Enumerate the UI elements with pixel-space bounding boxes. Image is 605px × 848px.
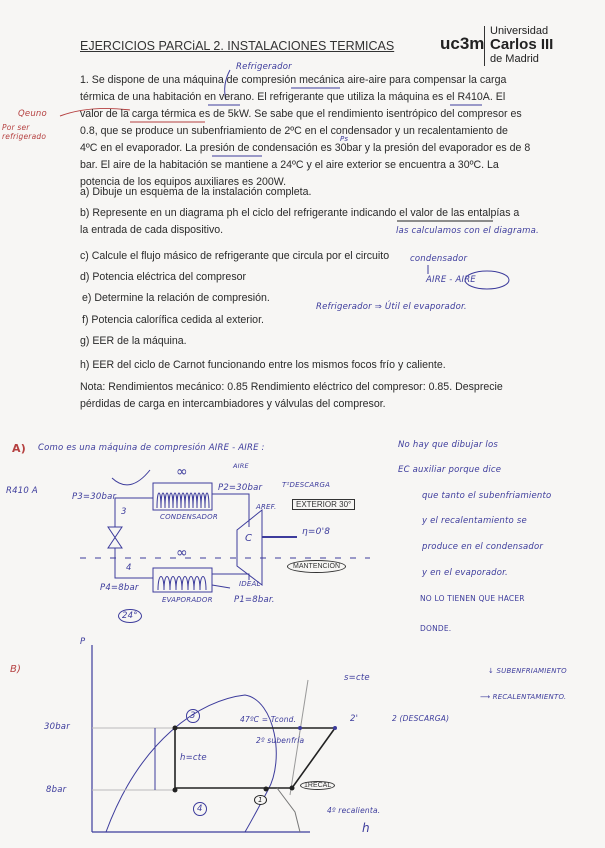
room-temp-circle: 24° xyxy=(118,609,142,623)
p-low-label: 8bar xyxy=(46,785,67,795)
annotation-refrigerador: Refrigerador xyxy=(236,62,292,72)
exterior-box: EXTERIOR 30° xyxy=(292,499,355,510)
section-b-label: B) xyxy=(10,664,22,675)
question-a: a) Dibuje un esquema de la instalación completa. xyxy=(80,186,312,198)
side-note-diagram: las calculamos con el diagrama. xyxy=(396,226,539,236)
axis-h-label: h xyxy=(362,821,370,835)
pipe-right xyxy=(212,494,249,580)
question-d: d) Potencia eléctrica del compresor xyxy=(80,271,247,283)
question-e: e) Determine la relación de compresión. xyxy=(82,292,270,304)
recal-point: 1RECAL xyxy=(300,781,335,790)
section-a-note: DONDE. xyxy=(420,624,452,633)
compressor-label: C xyxy=(245,533,253,544)
legend-subenfriamiento: ↓ SUBENFRIAMIENTO xyxy=(488,667,567,675)
point-3: 3 xyxy=(186,709,200,723)
question-g: g) EER de la máquina. xyxy=(80,335,187,347)
point-1: 1 xyxy=(254,795,267,805)
margin-note-red: Qeuno xyxy=(18,109,47,119)
note-line: pérdidas de carga en intercambiadores y válvulas del compresor. xyxy=(80,398,386,410)
node-4: 4 xyxy=(126,563,132,573)
section-a-note: y en el evaporador. xyxy=(422,568,508,578)
aire-label: AIRE xyxy=(233,462,249,470)
ps-note: Ps xyxy=(340,135,349,143)
infinity-top: ∞ xyxy=(176,464,188,480)
condenser-label: CONDENSADOR xyxy=(160,513,218,521)
problem-line: térmica de una habitación en verano. El refrigerante que utiliza la máquina es el R410A. El xyxy=(80,91,506,103)
problem-line: potencia de los equipos auxiliares es 200W. xyxy=(80,176,287,188)
evap-out-arrow xyxy=(212,585,230,588)
mantenimiento-oval: MANTENCIÓN xyxy=(287,560,346,573)
p3-label: P3=30bar xyxy=(72,492,117,502)
condenser-coil xyxy=(157,493,209,508)
problem-line: 1. Se dispone de una máquina de compresión mecánica aire-aire para compensar la carga xyxy=(80,74,507,86)
side-note-refrigerador: Refrigerador ⇒ Útil el evaporador. xyxy=(316,302,467,312)
side-note-aire-aire: AIRE - AIRE xyxy=(426,275,476,285)
section-a-label: A) xyxy=(12,442,26,455)
axis-p-label: P xyxy=(80,637,86,647)
point-2-prime: 2' xyxy=(350,714,359,724)
subenf-label: 2º subenfría xyxy=(256,736,305,745)
recal-dot xyxy=(290,786,295,791)
point-2-descarga: 2 (DESCARGA) xyxy=(392,714,450,723)
refrigerant-label: R410 A xyxy=(6,486,38,496)
point-2-dot xyxy=(333,726,337,730)
point-3-dot xyxy=(173,726,178,731)
evaporator-label: EVAPORADOR xyxy=(162,596,213,604)
section-a-note: No hay que dibujar los xyxy=(398,440,499,450)
recalienta-label: 4º recalienta. xyxy=(327,806,381,815)
point-4-dot xyxy=(173,788,178,793)
section-a-note: que tanto el subenfriamiento xyxy=(422,491,552,501)
logo-line-3: de Madrid xyxy=(490,53,539,65)
side-note-condensador: condensador xyxy=(410,254,468,264)
s-cte-label: s=cte xyxy=(344,673,370,683)
question-b-cont: la entrada de cada dispositivo. xyxy=(80,224,224,236)
infinity-bottom: ∞ xyxy=(176,545,188,561)
page-title: EJERCICIOS PARCiAL 2. INSTALACIONES TERMICAS xyxy=(80,39,395,53)
note-line: Nota: Rendimientos mecánico: 0.85 Rendimiento eléctrico del compresor: 0.85. Desprecie xyxy=(80,381,503,393)
university-logo-short: uc3m xyxy=(440,34,485,53)
logo-divider xyxy=(484,26,485,66)
section-a-intro: Como es una máquina de compresión AIRE - AIRE : xyxy=(38,443,265,453)
section-a-note: EC auxiliar porque dice xyxy=(398,465,502,475)
problem-line: 4ºC en el evaporador. La presión de condensación es 30bar y la presión del evaporador es de 8 xyxy=(80,142,531,154)
problem-line: valor de la carga térmica es de 5kW. Se sabe que el rendimiento isentrópico del compresor es xyxy=(80,108,522,120)
question-b: b) Represente en un diagrama ph el ciclo del refrigerante indicando el valor de las entalpías a xyxy=(80,207,520,219)
t-cond-label: 47ºC = Tcond. xyxy=(240,715,297,724)
p1-label: P1=8bar. xyxy=(234,595,275,605)
point-1-dot xyxy=(264,787,269,792)
p2-label: P2=30bar xyxy=(218,483,263,493)
air-arrow xyxy=(112,470,150,485)
p-high-label: 30bar xyxy=(44,722,70,732)
expansion-valve xyxy=(108,527,122,548)
legend-recalentamiento: ⟶ RECALENTAMIENTO. xyxy=(480,693,567,701)
question-h: h) EER del ciclo de Carnot funcionando entre los mismos focos frío y caliente. xyxy=(80,359,446,371)
aref-label: AREF. xyxy=(256,503,277,511)
question-c: c) Calcule el flujo másico de refrigerante que circula por el circuito xyxy=(80,250,390,262)
problem-line: bar. El aire de la habitación se mantiene a 24ºC y el aire exterior se encuentra a 30ºC. La xyxy=(80,159,499,171)
point-4: 4 xyxy=(193,802,207,816)
node-3: 3 xyxy=(121,507,127,517)
logo-line-2: Carlos III xyxy=(490,36,554,53)
section-a-note: produce en el condensador xyxy=(422,542,544,552)
ideal-label: IDEAL xyxy=(239,580,261,588)
p4-label: P4=8bar xyxy=(100,583,139,593)
superheat-curve xyxy=(277,788,300,832)
margin-note-red: Por ser refrigerado xyxy=(2,123,47,141)
section-a-note: NO LO TIENEN QUE HACER xyxy=(420,594,525,603)
logo-line-1: Universidad xyxy=(490,25,549,37)
question-f: f) Potencia calorífica cedida al exterior. xyxy=(82,314,264,326)
h-cte-label: h=cte xyxy=(180,753,207,763)
evaporator-coil xyxy=(158,577,206,591)
t-descarga-label: T²DESCARGA xyxy=(282,481,331,489)
eta-label: η=0'8 xyxy=(302,527,331,537)
section-a-note: y el recalentamiento se xyxy=(422,516,527,526)
problem-line: 0.8, que se produce un subenfriamiento de 2ºC en el condensador y un recalentamiento de xyxy=(80,125,508,137)
point-2p-dot xyxy=(298,726,302,730)
